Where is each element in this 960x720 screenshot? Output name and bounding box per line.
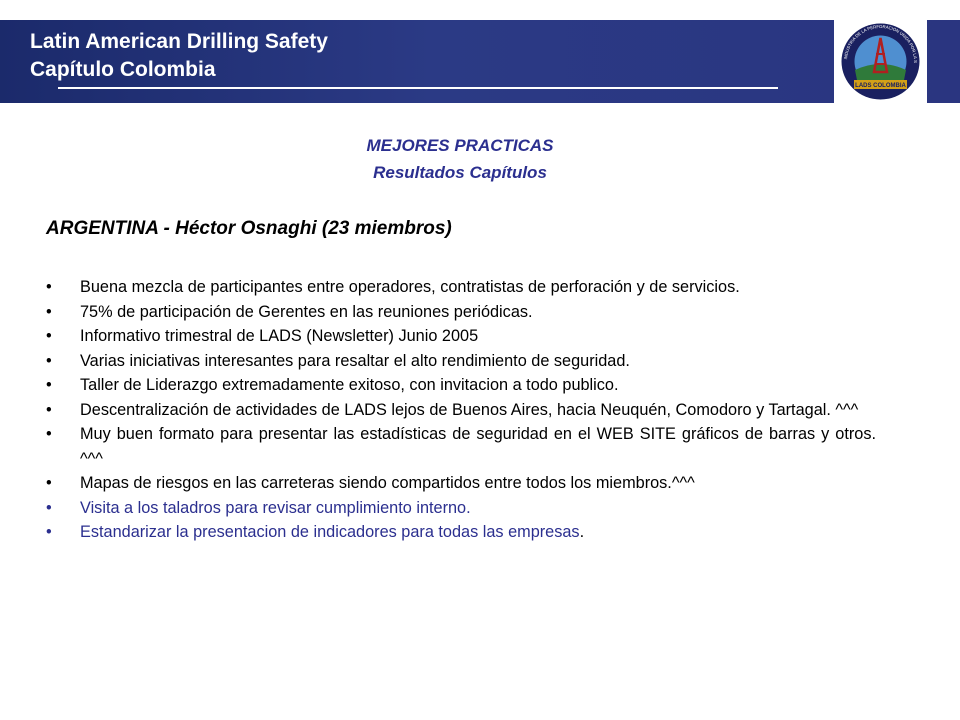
list-item-text: Estandarizar la presentacion de indicadores para todas las empresas [80, 523, 580, 541]
list-item-text: Muy buen formato para presentar las estadísticas de seguridad en el WEB SITE gráficos de barras y otros. ^^^ [80, 425, 876, 468]
list-item-period: . [579, 523, 585, 541]
bullet-icon: • [46, 400, 52, 419]
list-item-text: Descentralización de actividades de LADS lejos de Buenos Aires, hacia Neuquén, Comodoro y Tartagal. ^^^ [80, 400, 859, 419]
logo-panel [834, 20, 927, 103]
list-item [46, 471, 876, 496]
bullet-icon: • [46, 302, 52, 321]
header-underline [58, 87, 778, 89]
list-item [46, 300, 876, 325]
list-item [46, 520, 876, 545]
section-title: ARGENTINA - Héctor Osnaghi (23 miembros) [46, 218, 452, 239]
list-item-text: 75% de participación de Gerentes en las reuniones periódicas. [80, 302, 533, 321]
bullet-icon: • [46, 278, 52, 296]
bullet-icon: • [46, 425, 52, 443]
list-item [46, 373, 876, 398]
list-item [46, 324, 876, 349]
seal-ring-textpath: INDUSTRIA DE LA PERFORACION UNIDA POR LA S [843, 24, 919, 63]
list-item [46, 275, 876, 300]
list-item-text: Buena mezcla de participantes entre operadores, contratistas de perforación y de servicios. [80, 278, 740, 296]
header-title-line2: Capítulo Colombia [30, 58, 216, 81]
list-item-text: Taller de Liderazgo extremadamente exitoso, con invitacion a todo publico. [80, 376, 619, 394]
bullet-icon: • [46, 498, 52, 517]
bullet-list [46, 275, 876, 545]
list-item-text: Mapas de riesgos en las carreteras siendo compartidos entre todos los miembros.^^^ [80, 474, 695, 492]
bullet-icon: • [46, 376, 52, 394]
list-item-text: Informativo trimestral de LADS (Newsletter) Junio 2005 [80, 327, 479, 345]
list-item [46, 422, 876, 471]
header-title-line1: Latin American Drilling Safety [30, 30, 328, 53]
page-subheading: Resultados Capítulos [373, 163, 547, 182]
slide-header-title [30, 28, 328, 84]
bullet-icon: • [46, 327, 52, 345]
list-item-text: Visita a los taladros para revisar cumplimiento interno. [80, 498, 471, 517]
list-item [46, 349, 876, 374]
bullet-icon: • [46, 474, 52, 492]
bullet-icon: • [46, 351, 52, 370]
list-item [46, 496, 876, 521]
bullet-icon: • [46, 523, 52, 541]
page-heading: MEJORES PRACTICAS [366, 136, 554, 155]
drilling-rig-seal-icon [834, 20, 927, 103]
list-item-text: Varias iniciativas interesantes para resaltar el alto rendimiento de seguridad. [80, 351, 630, 370]
list-item [46, 398, 876, 423]
seal-banner-text: LADS COLOMBIA [855, 83, 906, 89]
